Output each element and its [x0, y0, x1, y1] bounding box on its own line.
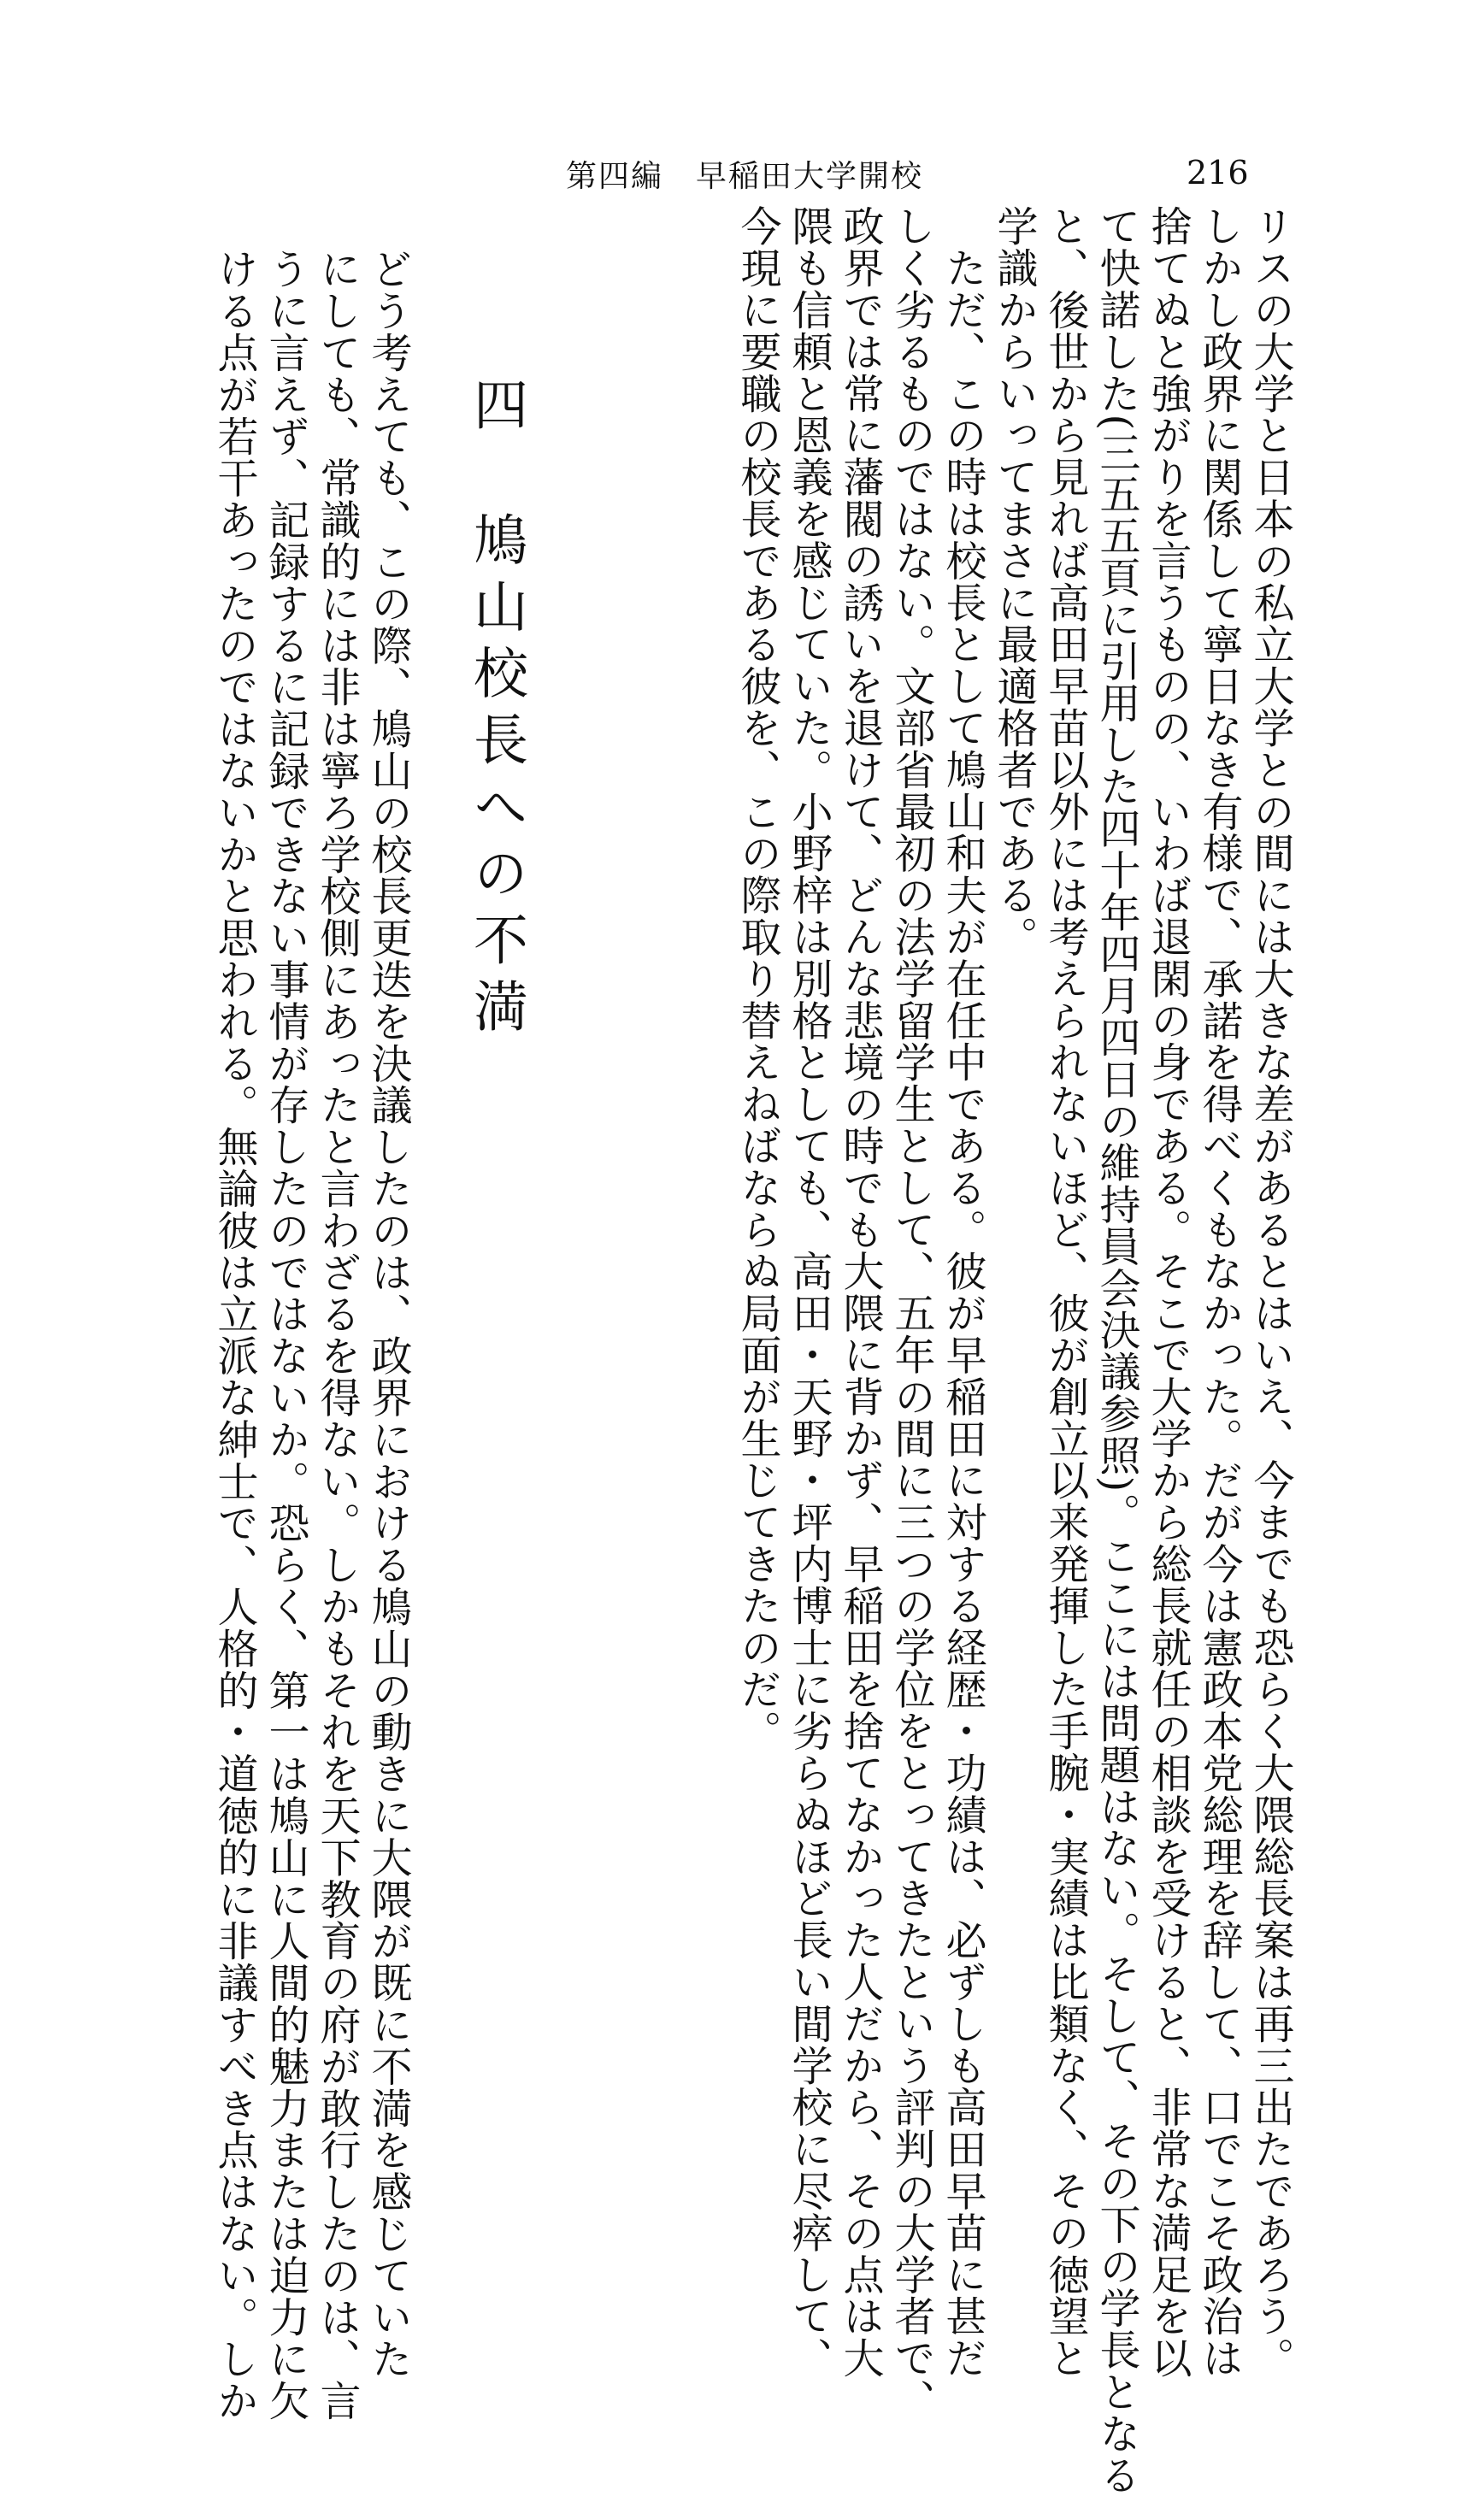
text-line: うに言えず、記録するに記録できない事情が存したのではないか。恐らく、第一は鳩山に人間的魅力または迫力に欠 [262, 248, 309, 2422]
section-title: 鳩山校長への不満 [464, 511, 527, 1045]
page-number: 216 [1187, 154, 1249, 191]
text-line: ける点が若干あったのではないかと思われる。無論彼は立派な紳士で、人格的・道徳的に非議すべき点はない。しか [210, 248, 258, 2422]
upper-text-block [732, 205, 1296, 2496]
text-line: 学識からいってまさに最適格者である。 [990, 205, 1038, 958]
text-line: どう考えても、この際、鳩山の校長更迭を決議したのは、政界における鳩山の動きに大隈が既に不満を感じていた [364, 248, 412, 2380]
text-line: ただ、この時は校長として鳩山和夫が在任中である。彼が早稲田に対する経歴・功績は、必ずしも高田早苗に甚だ [939, 205, 986, 2379]
text-line: しく劣るものではない。文部省最初の法学留学生として、五年の間に三つの学位をとってきたという評判の大学者で、 [887, 205, 935, 2421]
text-line: しかし政界に関係して寧日なき有様で、承諾を得べくもなかった。だが今は憲政本党総理を辞して、口でこそ政治は [1195, 205, 1243, 2379]
text-line: 捨てぬと強がりを言うものの、いわば退閑の身である。そこで大学から総長就任の相談を受けると、非常な満足を以 [1144, 205, 1192, 2379]
running-head: 第四編 早稲田大学開校 [566, 159, 924, 194]
text-line: 隈も信頼と恩義を感じていた。小野梓は別格としても、高田・天野・坪内博士に劣らぬほど長い間学校に尽瘁して、 [785, 205, 833, 2379]
text-line: 今現に要職の校長である彼を、この際取り替えねばならぬ局面が生じてきたのだ。 [733, 205, 781, 1752]
lower-text-block [209, 248, 414, 2422]
text-line: と、後世から見れば高田早苗以外には考えられないほど、彼が創立以来発揮した手腕・実績は比類なく、その徳望と [1041, 205, 1089, 2379]
text-line: 政界では常に藩閥の誘いを退けて、どんな悲境の時でも大隈に背かず、早稲田を捨てなかった人だから、その点は大 [836, 205, 884, 2379]
text-line: にしても、常識的には非は寧ろ学校側にあったと言わざるを得ない。しかもそれを天下教育の府が敢行したのは、言 [313, 248, 361, 2422]
text-line: リスの大学と日本の私立大学との間には大きな差があるとはいえ、今までも恐らく大隈総長案は再三出たであろう。 [1246, 205, 1294, 2379]
text-line: て快諾した(三五五頁に引用した四十年四月四日の維持員会決議参照)。ここには問題はない。そして、その下の学長となる [1092, 205, 1140, 2496]
section-number: 四 [464, 376, 527, 443]
section-heading [456, 376, 535, 1045]
